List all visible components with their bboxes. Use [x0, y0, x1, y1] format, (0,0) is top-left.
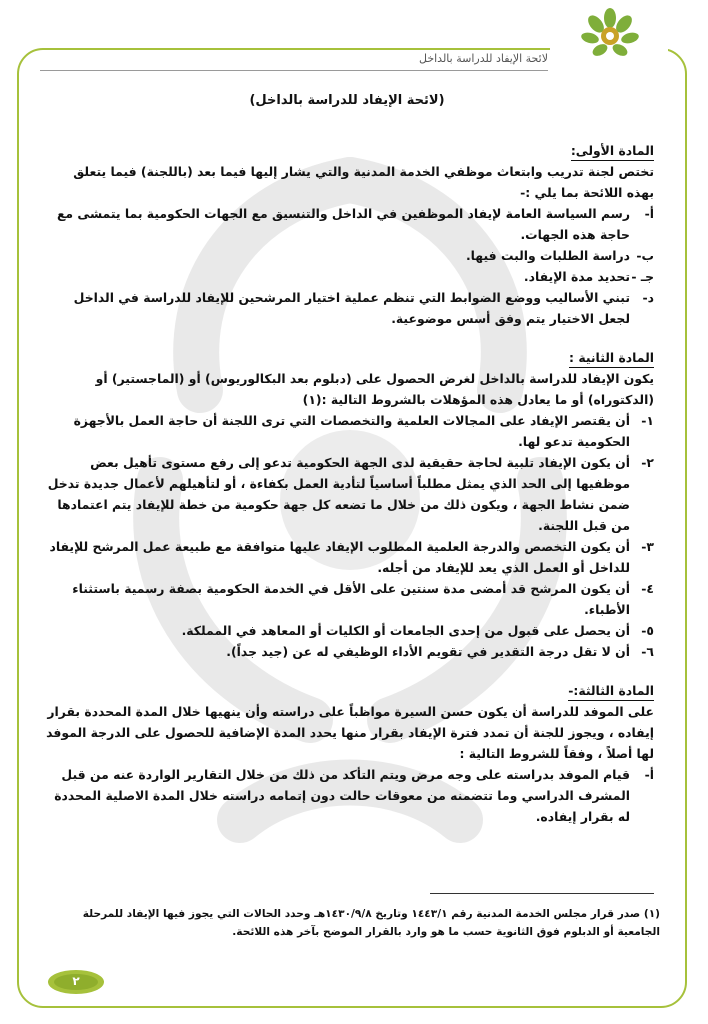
footnote-rule: [430, 893, 654, 894]
list-text: رسم السياسة العامة لإيفاد الموظفين في الداخل والتنسيق مع الجهات الحكومية بما يتمشى مع حاجة هذه الجهات.: [56, 206, 630, 242]
list-marker: د-: [642, 290, 654, 305]
article-1-intro-line-2: بهذه اللائحة بما يلي :-: [520, 185, 654, 200]
list-marker: ب-: [636, 248, 654, 263]
list-marker: جـ -: [631, 269, 654, 284]
article-3-intro: على الموفد للدراسة أن يكون حسن السيرة مواظباً على دراسته وأن ينهيها خلال المدة المحددة بقرار إيفاده ، ويجوز للجنة أن تمدد فترة الإيفاد بقرار منها يحدد المدة الإضافية للحصول على الدرجة الموفد لها أصلاً ، وفقاً للشروط التالية :: [46, 704, 654, 761]
list-marker: أ-: [644, 767, 654, 782]
emblem-logo: [572, 6, 648, 64]
article-2-intro-line-2: (الدكتوراه) أو ما يعادل هذه المؤهلات بالشروط التالية :(١): [302, 392, 654, 407]
list-text: أن يكون التخصص والدرجة العلمية المطلوب الإيفاد عليها متوافقة مع طبيعة عمل المرشح للإيفاد للداخل أو العمل الذي يعد للإيفاد من أجله.: [49, 539, 630, 575]
document-body: [40, 90, 654, 827]
document-title: (لائحة الإيفاد للدراسة بالداخل): [249, 93, 445, 108]
list-item: [40, 641, 654, 662]
article-1-heading: المادة الأولى:: [571, 143, 654, 161]
list-text: أن يقتصر الإيفاد على المجالات العلمية والتخصصات التي ترى اللجنة أن حاجة العمل بالأجهزة الحكومية تدعو لها.: [73, 413, 630, 449]
list-item: [40, 452, 654, 536]
list-marker: ٤-: [641, 581, 654, 596]
header-rule: [40, 70, 548, 71]
list-item: [40, 203, 654, 245]
list-text: أن يحصل على قبول من إحدى الجامعات أو الكليات أو المعاهد في المملكة.: [181, 623, 630, 638]
list-item: [40, 245, 654, 266]
list-item: [40, 764, 654, 827]
list-text: تبني الأساليب ووضع الضوابط التي تنظم عملية اختيار المرشحين للإيفاد للدراسة في الداخل لجعل الاختيار يتم وفق أسس موضوعية.: [73, 290, 630, 326]
list-text: دراسة الطلبات والبت فيها.: [465, 248, 630, 263]
list-item: [40, 266, 654, 287]
list-marker: أ-: [644, 206, 654, 221]
list-text: أن يكون الإيفاد تلبية لحاجة حقيقية لدى الجهة الحكومية تدعو إلى رفع مستوى تأهيل بعض موظفيها إلى الحد الذي يمثل مطلباً أساسياً لتأدية العمل بكفاءة ، أو لتأهيلهم لأعمال جديدة تدخل ضمن نشاط الجهة ، ويكون ذلك من خلال ما تضعه كل جهة حكومية من خطة للإيفاد يتم اعتمادها من قبل اللجنة.: [47, 455, 630, 533]
article-2-heading: المادة الثانية :: [569, 350, 654, 368]
article-3-heading: المادة الثالثة:-: [568, 683, 654, 701]
list-marker: ٢-: [641, 455, 654, 470]
list-marker: ٥-: [641, 623, 654, 638]
list-marker: ٦-: [641, 644, 654, 659]
article-2-intro-line-1: يكون الإيفاد للدراسة بالداخل لغرض الحصول على (دبلوم بعد البكالوريوس) أو (الماجستير) أو: [95, 371, 654, 386]
list-text: تحديد مدة الإيفاد.: [523, 269, 630, 284]
list-text: قيام الموفد بدراسته على وجه مرض ويتم التأكد من ذلك من خلال التقارير الواردة عنه من قبل المشرف الدراسي وما تتضمنه من معوقات حالت دون إتمامه دراسته خلال المدة الاصلية المحددة له بقرار إيفاده.: [54, 767, 630, 824]
list-marker: ١-: [641, 413, 654, 428]
header-title: لائحة الإيفاد للدراسة بالداخل: [418, 52, 548, 65]
list-item: [40, 620, 654, 641]
list-text: أن يكون المرشح قد أمضى مدة سنتين على الأقل في الخدمة الحكومية بصفة رسمية باستثناء الأطباء.: [72, 581, 630, 617]
list-item: [40, 287, 654, 329]
page-number: ٢: [72, 974, 80, 988]
list-text: أن لا تقل درجة التقدير في تقويم الأداء الوظيفي له عن (جيد جداً).: [226, 644, 630, 659]
list-item: [40, 536, 654, 578]
article-1-intro-line-1: تختص لجنة تدريب وابتعاث موظفي الخدمة المدنية والتي يشار إليها فيما بعد (باللجنة) فيما يتعلق: [73, 164, 654, 179]
footnote: (١) صدر قرار مجلس الخدمة المدنية رقم ١٤٤٣/١ وتاريخ ١٤٣٠/٩/٨هـ وحدد الحالات التي يجوز فيها الإيفاد للمرحلة الجامعية أو الدبلوم فوق الثانوية حسب ما هو وارد بالقرار الموضح بآخر هذه اللائحة.: [82, 908, 660, 938]
list-marker: ٣-: [641, 539, 654, 554]
list-item: [40, 578, 654, 620]
list-item: [40, 410, 654, 452]
